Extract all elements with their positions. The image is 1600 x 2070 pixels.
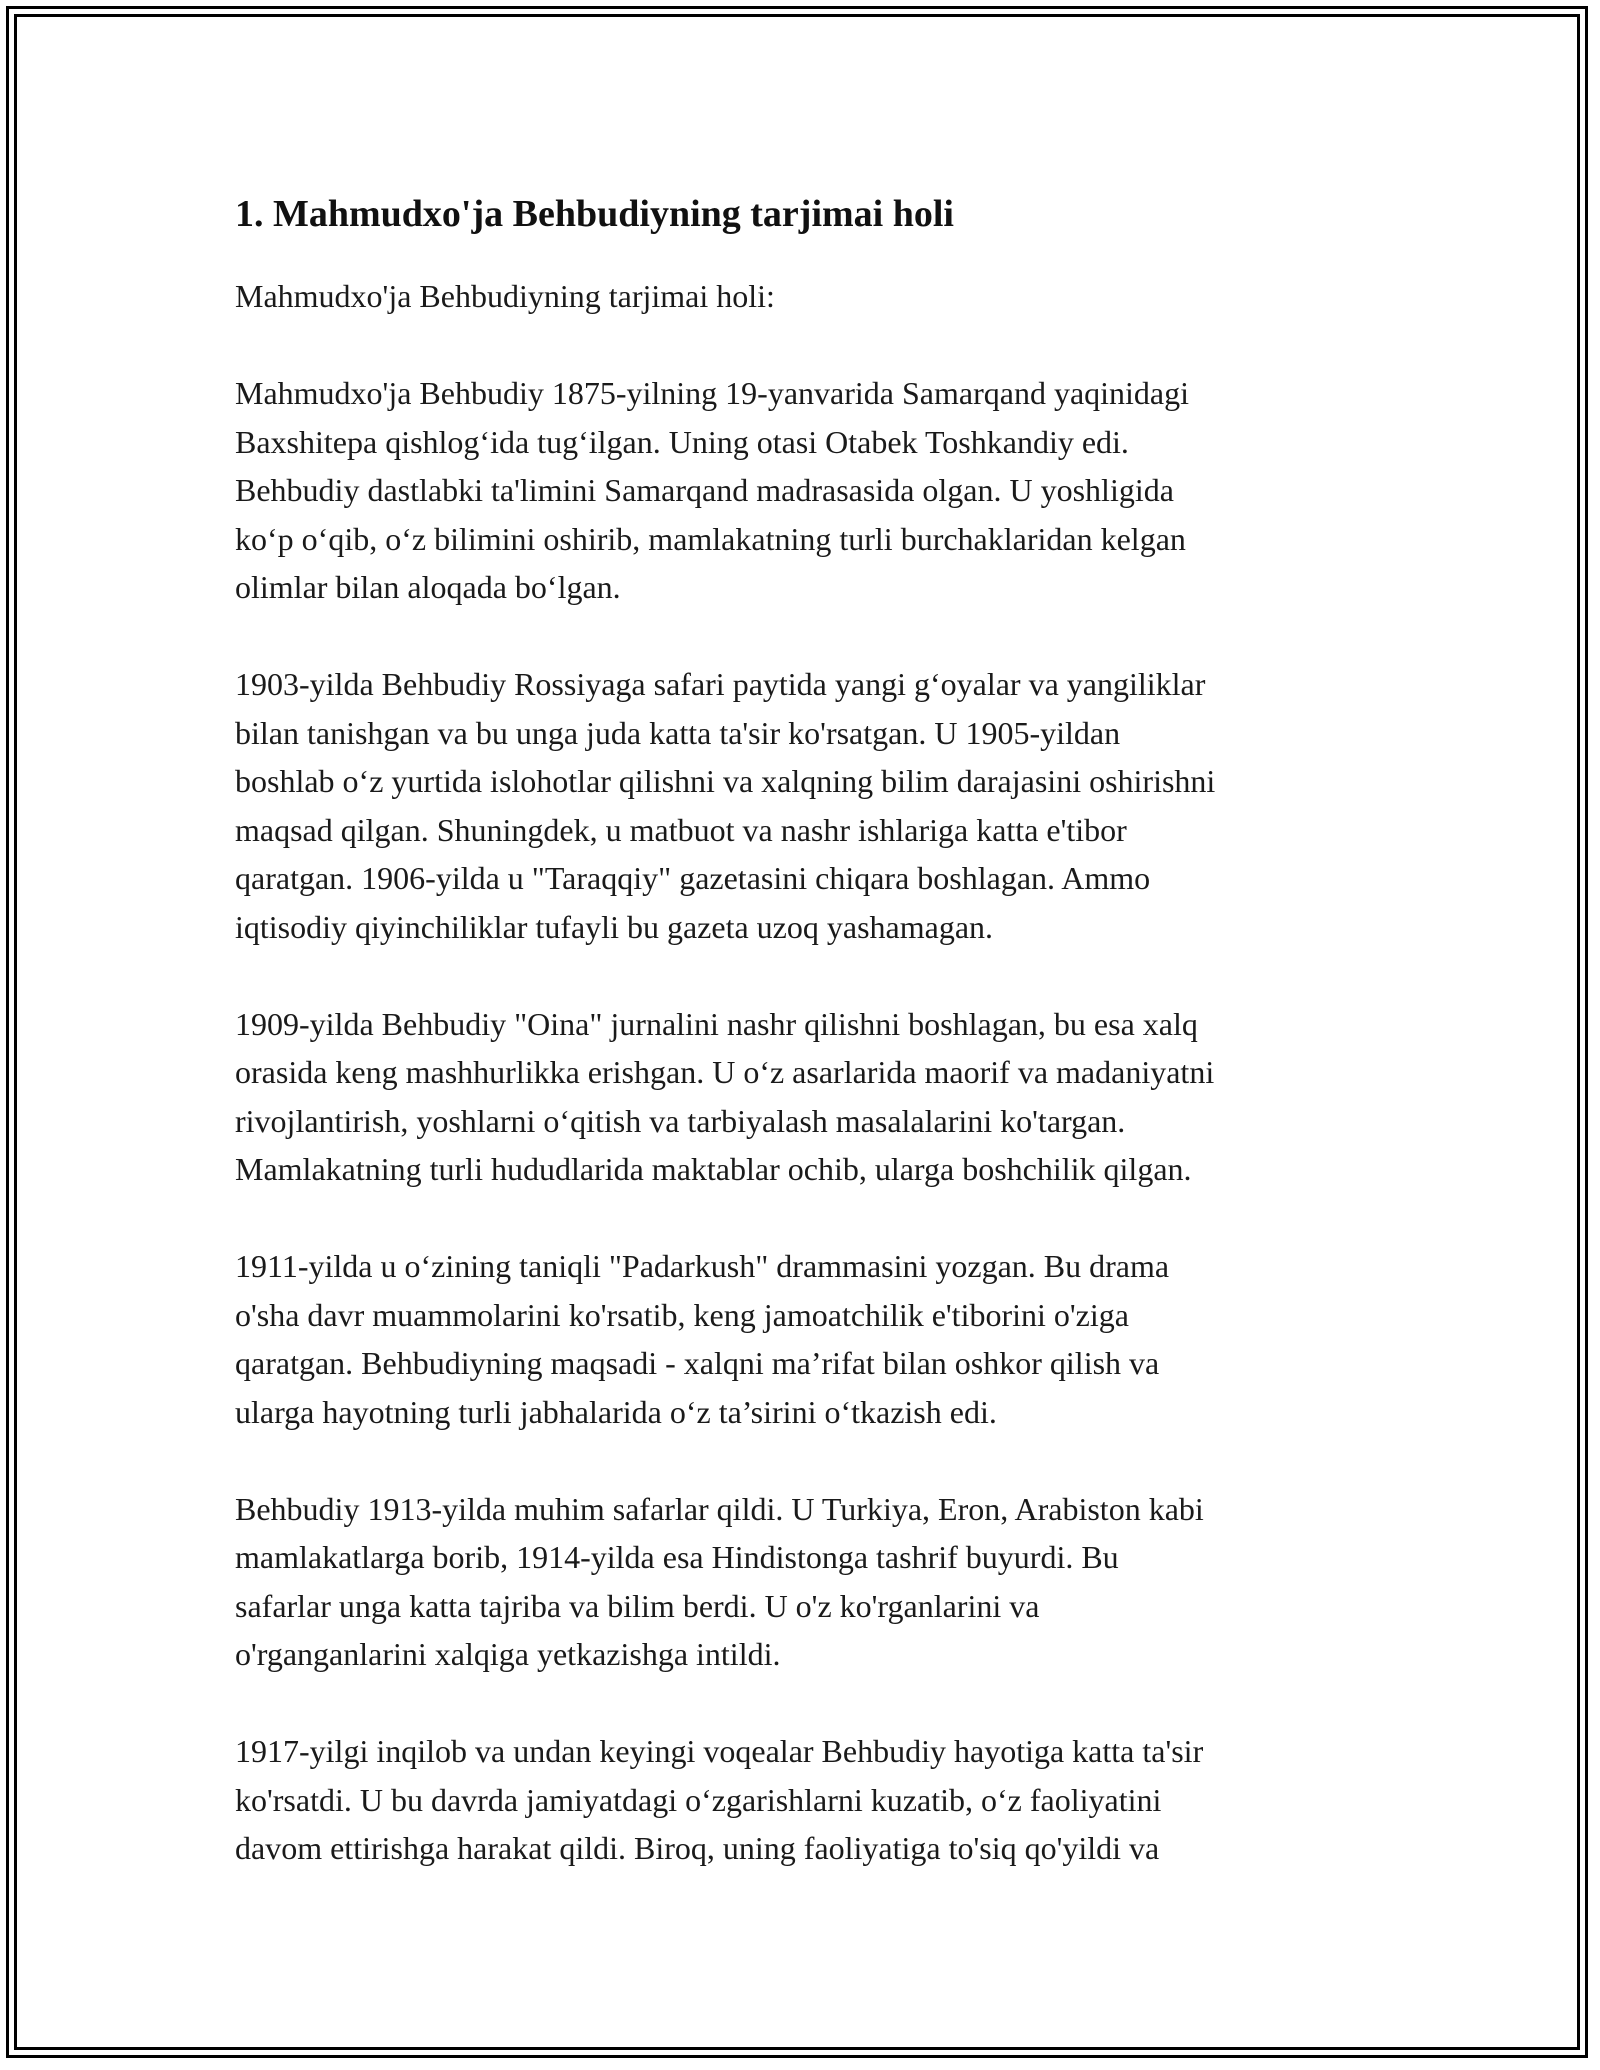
paragraph-line: 1903-yilda Behbudiy Rossiyaga safari paytida yangi g‘oyalar va yangiliklar <box>235 666 1206 702</box>
paragraph-line: 1917-yilgi inqilob va undan keyingi voqealar Behbudiy hayotiga katta ta'sir <box>235 1733 1204 1769</box>
paragraph-line: bilan tanishgan va bu unga juda katta ta'sir ko'rsatgan. U 1905-yildan <box>235 714 1121 751</box>
paragraph-line: qaratgan. 1906-yilda u "Taraqqiy" gazetasini chiqara boshlagan. Ammo <box>235 860 1151 896</box>
paragraph <box>235 272 1365 321</box>
paragraph-line: safarlar unga katta tajriba va bilim berdi. U o'z ko'rganlarini va <box>235 1587 1040 1624</box>
paragraph-line: Mahmudxo'ja Behbudiy 1875-yilning 19-yanvarida Samarqand yaqinidagi <box>235 375 1190 411</box>
paragraph-line: ko'rsatdi. U bu davrda jamiyatdagi o‘zgarishlarni kuzatib, o‘z faoliyatini <box>235 1781 1162 1818</box>
paragraph-line: o'rganganlarini xalqiga yetkazishga intildi. <box>235 1636 781 1672</box>
paragraph-line: ularga hayotning turli jabhalarida o‘z ta’sirini o‘tkazish edi. <box>235 1393 997 1430</box>
paragraph-line: iqtisodiy qiyinchiliklar tufayli bu gazeta uzoq yashamagan. <box>235 908 994 945</box>
paragraph-line: 1909-yilda Behbudiy "Oina" jurnalini nashr qilishni boshlagan, bu esa xalq <box>235 1005 1198 1042</box>
paragraph-line: o'sha davr muammolarini ko'rsatib, keng jamoatchilik e'tiborini o'ziga <box>235 1296 1129 1333</box>
paragraph-list <box>235 272 1365 1873</box>
paragraph-line: rivojlantirish, yoshlarni o‘qitish va tarbiyalash masalalarini ko'targan. <box>235 1102 1126 1139</box>
paragraph-line: boshlab o‘z yurtida islohotlar qilishni va xalqning bilim darajasini oshirishni <box>235 763 1216 799</box>
paragraph-line: ko‘p o‘qib, o‘z bilimini oshirib, mamlakatning turli burchaklaridan kelgan <box>235 520 1186 557</box>
paragraph <box>235 1242 1365 1436</box>
paragraph-line: Mamlakatning turli hududlarida maktablar ochib, ularga boshchilik qilgan. <box>235 1151 1192 1187</box>
paragraph <box>235 660 1365 951</box>
paragraph-line: Behbudiy 1913-yilda muhim safarlar qildi. U Turkiya, Eron, Arabiston kabi <box>235 1490 1204 1527</box>
paragraph <box>235 1727 1365 1873</box>
paragraph-line: olimlar bilan aloqada bo‘lgan. <box>235 569 621 605</box>
paragraph-line: qaratgan. Behbudiyning maqsadi - xalqni ma’rifat bilan oshkor qilish va <box>235 1345 1160 1381</box>
paragraph-line: orasida keng mashhurlikka erishgan. U o‘z asarlarida maorif va madaniyatni <box>235 1054 1215 1090</box>
document-body <box>235 188 1365 1921</box>
paragraph <box>235 1485 1365 1679</box>
paragraph-line: 1911-yilda u o‘zining taniqli "Padarkush" drammasini yozgan. Bu drama <box>235 1248 1170 1284</box>
paragraph-line: maqsad qilgan. Shuningdek, u matbuot va nashr ishlariga katta e'tibor <box>235 811 1127 848</box>
paragraph-line: Mahmudxo'ja Behbudiyning tarjimai holi: <box>235 278 775 314</box>
paragraph <box>235 369 1365 612</box>
paragraph-line: Baxshitepa qishlog‘ida tug‘ilgan. Uning otasi Otabek Toshkandiy edi. <box>235 423 1129 460</box>
document-title: 1. Mahmudxo'ja Behbudiyning tarjimai holi <box>235 193 954 235</box>
paragraph-line: davom ettirishga harakat qildi. Biroq, uning faoliyatiga to'siq qo'yildi va <box>235 1830 1160 1866</box>
paragraph-line: mamlakatlarga borib, 1914-yilda esa Hindistonga tashrif buyurdi. Bu <box>235 1539 1119 1575</box>
paragraph <box>235 1000 1365 1194</box>
paragraph-line: Behbudiy dastlabki ta'limini Samarqand madrasasida olgan. U yoshligida <box>235 472 1174 508</box>
